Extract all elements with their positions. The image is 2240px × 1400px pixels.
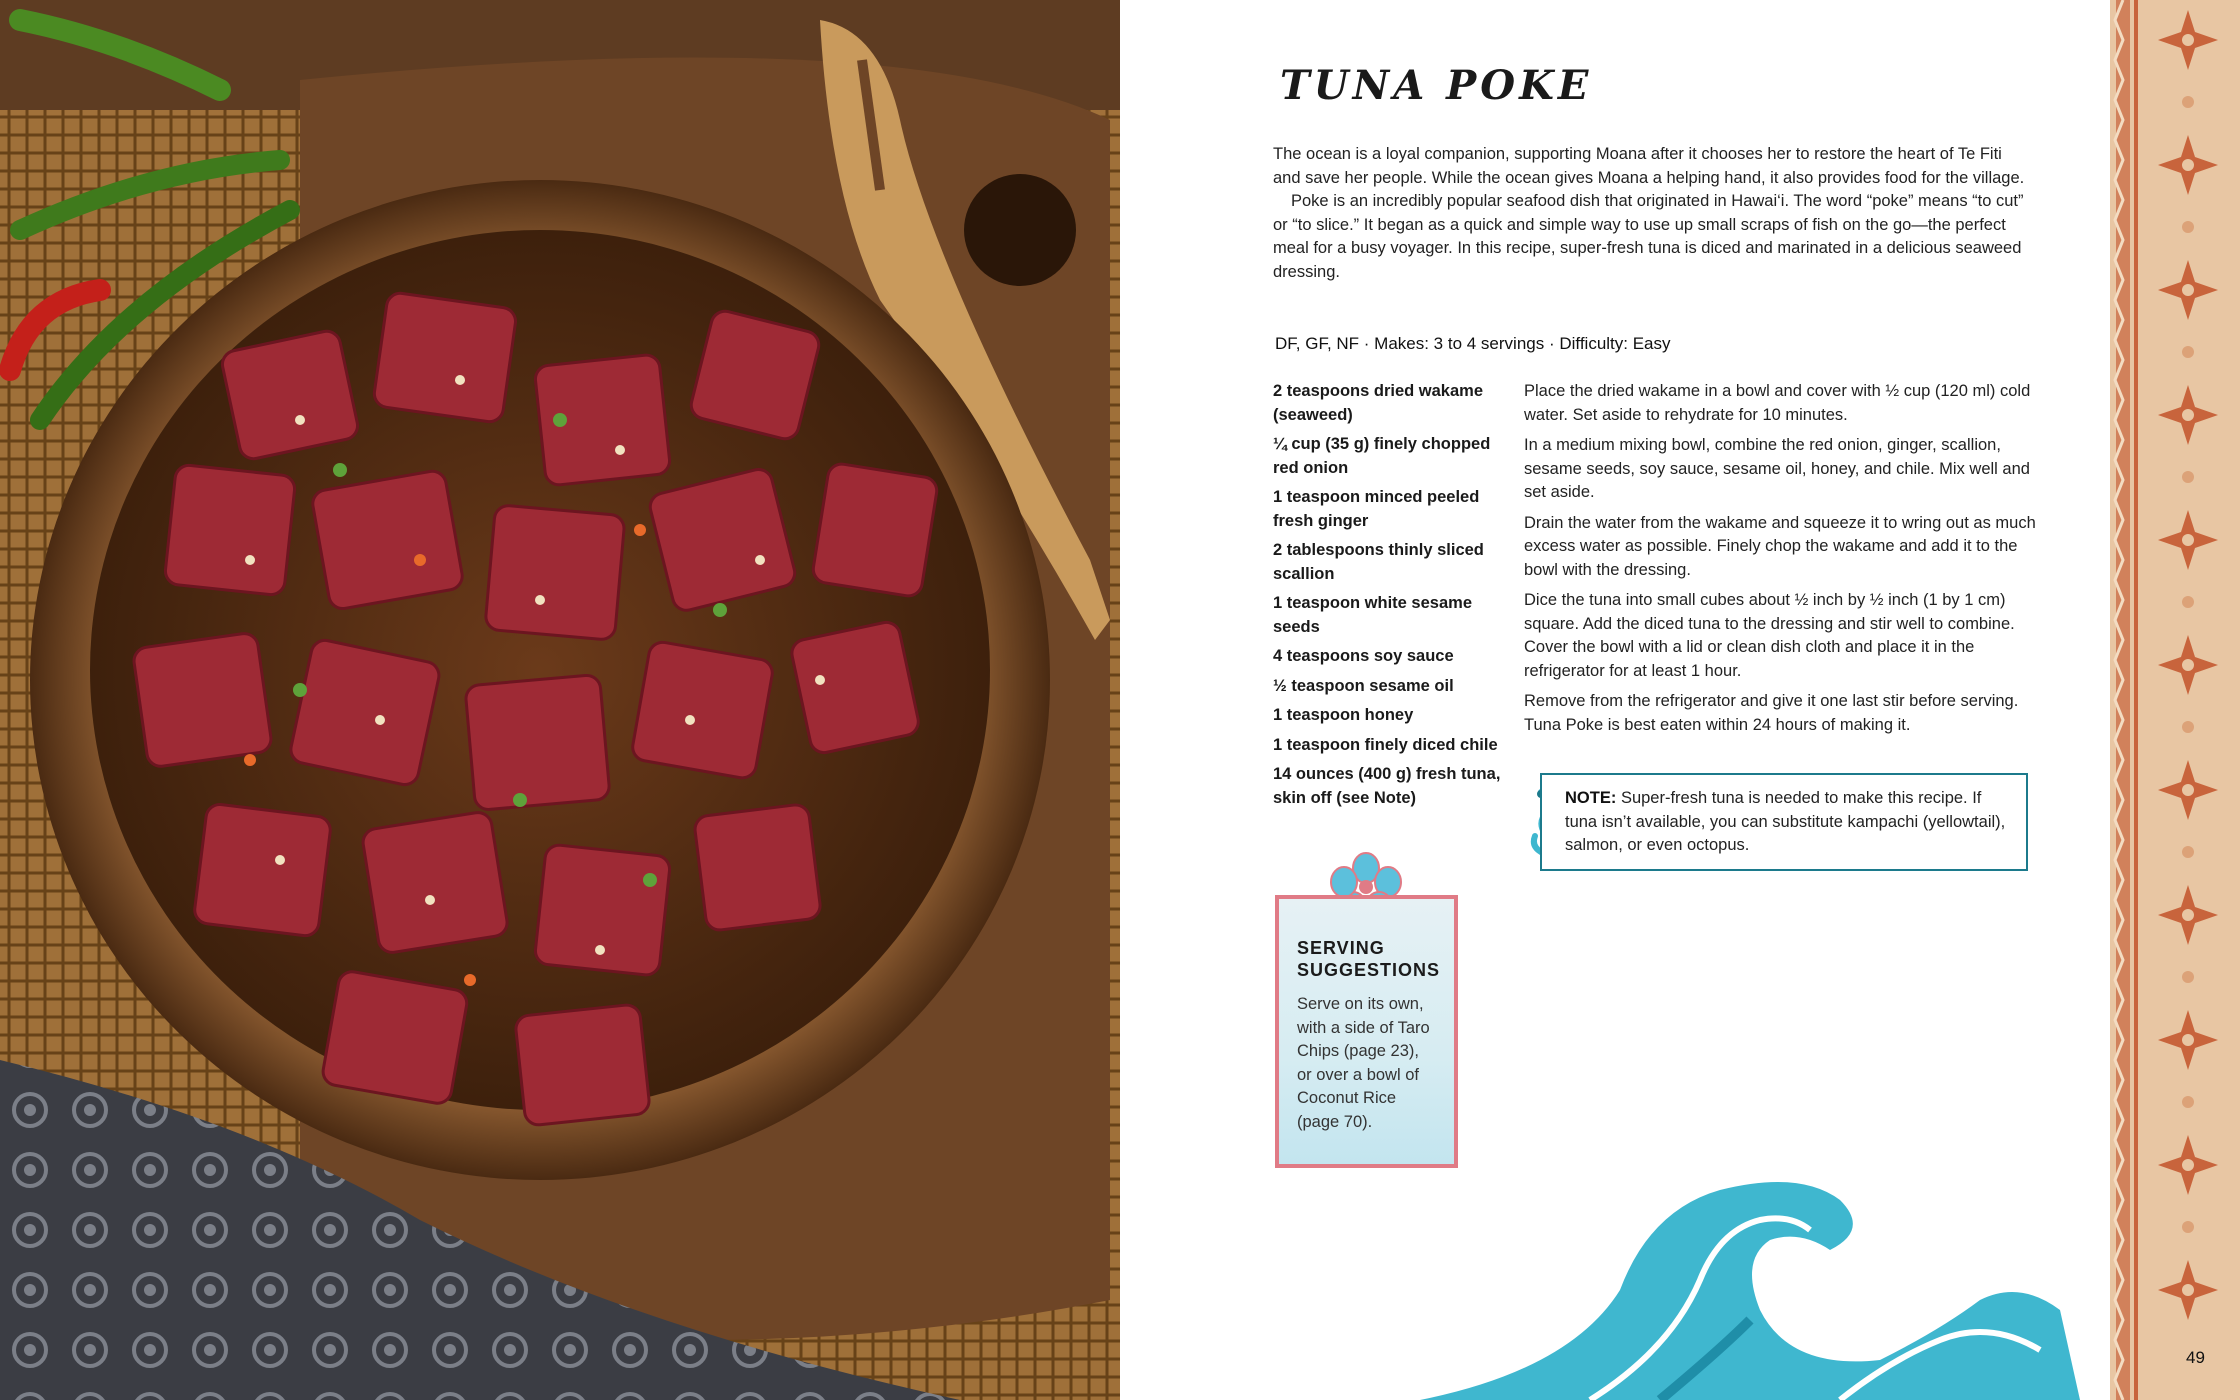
decorative-border <box>2110 0 2240 1400</box>
recipe-intro <box>1273 143 2033 284</box>
ocean-wave-illustration <box>1420 1170 2080 1400</box>
ingredient-item: ¼ cup (35 g) finely chopped red onion <box>1273 435 1491 477</box>
method-steps <box>1524 380 2044 744</box>
note-label: NOTE: <box>1565 789 1617 807</box>
ingredient-item: 14 ounces (400 g) fresh tuna, skin off (see Note) <box>1273 765 1501 807</box>
intro-paragraph: The ocean is a loyal companion, supporting Moana after it chooses her to restore the heart of Te Fiti and save her people. While the ocean gives Moana a helping hand, it also provides food for the village. <box>1273 145 2025 187</box>
method-step: Remove from the refrigerator and give it one last stir before serving. Tuna Poke is best eaten within 24 hours of making it. <box>1524 692 2019 734</box>
page-number: 49 <box>2186 1348 2205 1367</box>
recipe-page <box>1120 0 2110 1400</box>
ingredient-list <box>1273 380 1503 816</box>
ingredient-item: ½ teaspoon sesame oil <box>1273 676 1454 695</box>
intro-paragraph: Poke is an incredibly popular seafood dish that originated in Hawai‘i. The word “poke” means “to cut” or “to slice.” It began as a quick and simple way to use up small scraps of fish on the go—the perfect meal for a busy voyager. In this recipe, super-fresh tuna is diced and marinated in a delicious seaweed dressing. <box>1273 192 2024 281</box>
serving-suggestions-card <box>1275 895 1458 1168</box>
ingredient-item: 4 teaspoons soy sauce <box>1273 647 1454 665</box>
method-step: Dice the tuna into small cubes about ½ inch by ½ inch (1 by 1 cm) square. Add the diced tuna to the dressing and stir well to combine. Cover the bowl with a lid or clean dish cloth and place it in the refrigerator for at least 1 hour. <box>1524 591 2015 680</box>
recipe-title: TUNA POKE <box>1280 62 1593 109</box>
ingredient-item: 1 teaspoon finely diced chile <box>1273 735 1498 754</box>
serving-text: Serve on its own, with a side of Taro Chips (page 23), or over a bowl of Coconut Rice (page 70). <box>1297 995 1430 1131</box>
method-step: Drain the water from the wakame and squeeze it to wring out as much excess water as possible. Finely chop the wakame and add it to the bowl with the dressing. <box>1524 513 2036 579</box>
ingredient-item: 1 teaspoon white sesame seeds <box>1273 594 1472 636</box>
method-step: In a medium mixing bowl, combine the red onion, ginger, scallion, sesame seeds, soy sauce, sesame oil, honey, and chile. Mix well and set aside. <box>1524 436 2030 501</box>
tapa-pattern-illustration <box>2110 0 2240 1400</box>
method-step: Place the dried wakame in a bowl and cover with ½ cup (120 ml) cold water. Set aside to rehydrate for 10 minutes. <box>1524 382 2031 424</box>
ingredient-item: 1 teaspoon minced peeled fresh ginger <box>1273 488 1480 530</box>
ingredient-item: 2 teaspoons dried wakame (seaweed) <box>1273 382 1483 424</box>
note-box <box>1540 773 2028 871</box>
serving-title: SERVING SUGGESTIONS <box>1297 938 1441 980</box>
ingredient-item: 1 teaspoon honey <box>1273 706 1414 724</box>
ingredient-item: 2 tablespoons thinly sliced scallion <box>1273 541 1484 583</box>
recipe-meta: DF, GF, NF · Makes: 3 to 4 servings · Difficulty: Easy <box>1275 334 1671 353</box>
note-text: Super-fresh tuna is needed to make this recipe. If tuna isn’t available, you can substitute kampachi (yellowtail), salmon, or even octopus. <box>1565 789 2006 854</box>
